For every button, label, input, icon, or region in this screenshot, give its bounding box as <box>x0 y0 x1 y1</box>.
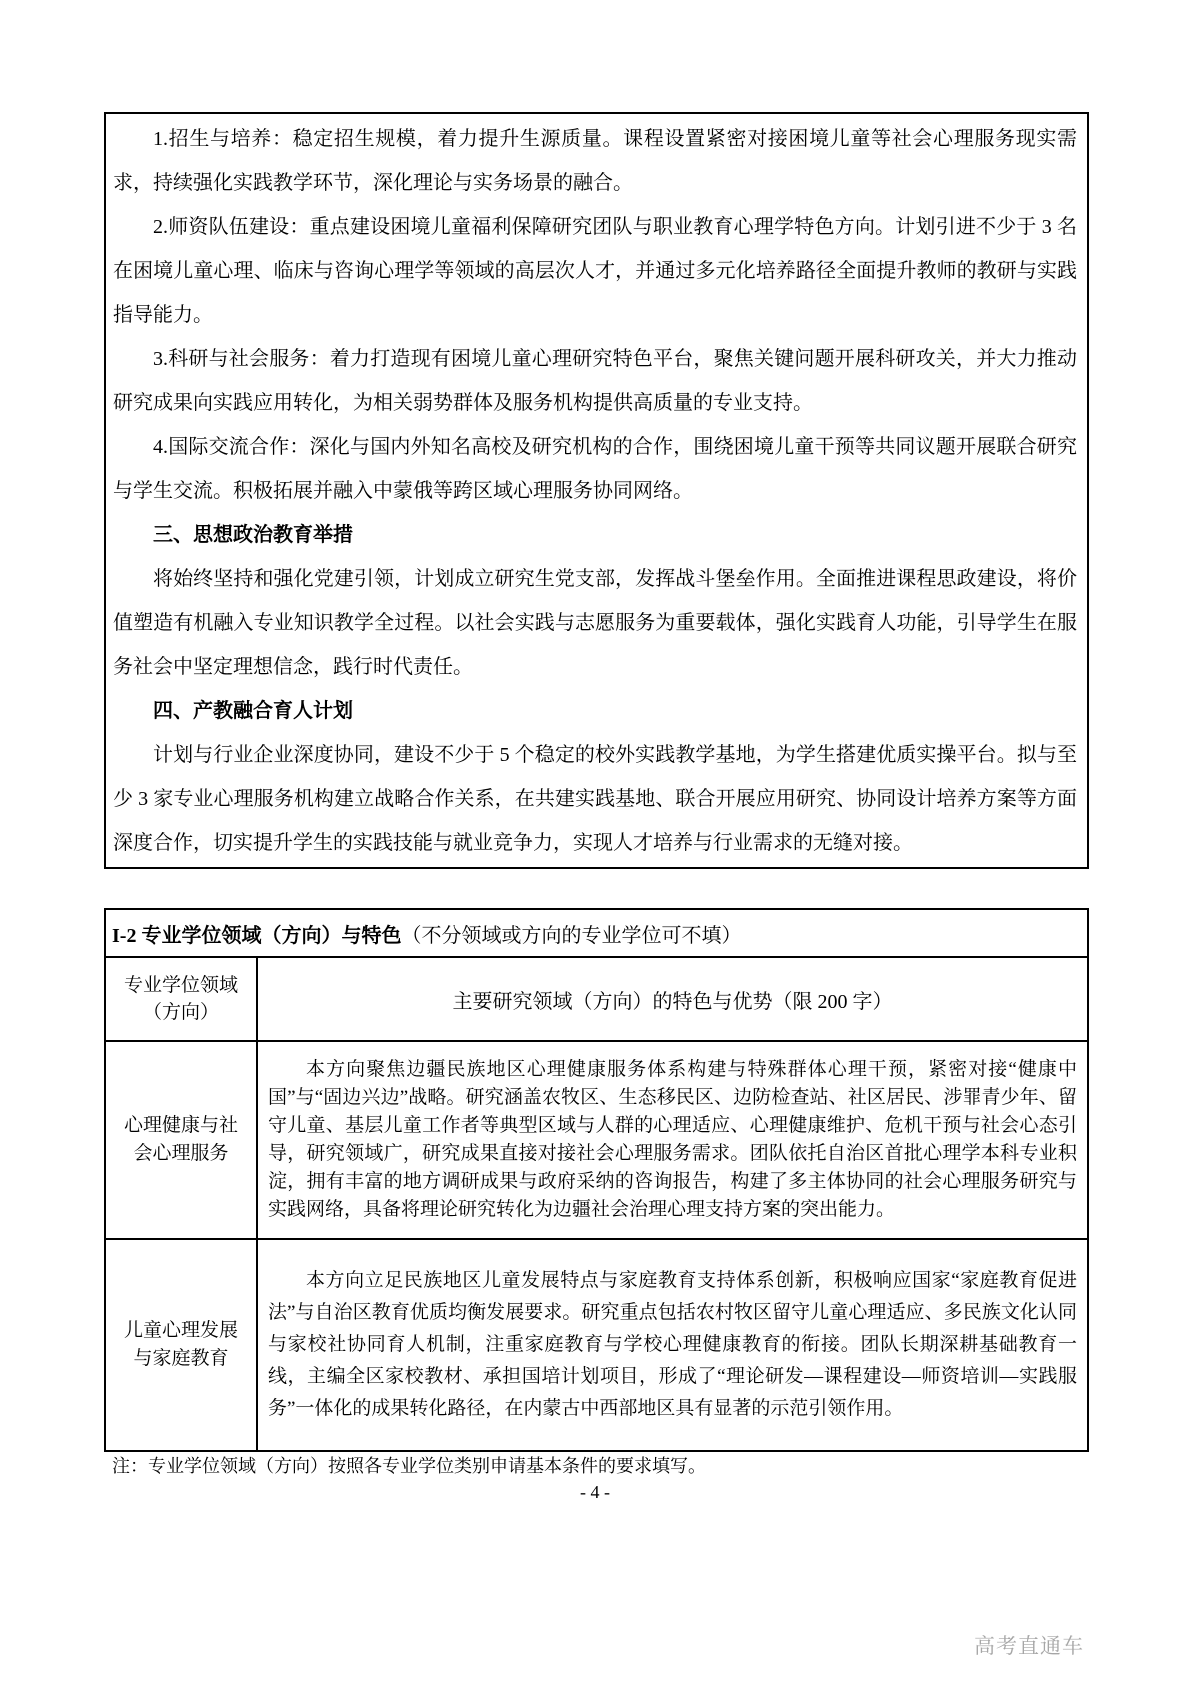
table-title-hint: （不分领域或方向的专业学位可不填） <box>401 924 742 947</box>
heading-industry-education-plan: 四、产教融合育人计划 <box>153 700 353 722</box>
field-detail-mental-health: 本方向聚焦边疆民族地区心理健康服务体系构建与特殊群体心理干预，紧密对接“健康中国”与“固边兴边”战略。研究涵盖农牧区、生态移民区、边防检查站、社区居民、涉罪青少年、留守儿童、基层儿童工作者等典型区域与人群的心理适应、心理健康维护、危机干预与社会心态引导，研究领域广，研究成果直接对接社会心理服务需求。团队依托自治区首批心理学本科专业积淀，拥有丰富的地方调研成果与政府采纳的咨询报告，构建了多主体协同的社会心理服务研究与实践网络，具备将理论研究转化为边疆社会治理心理支持方案的突出能力。 <box>268 1059 1077 1220</box>
table-note: 注：专业学位领域（方向）按照各专业学位类别申请基本条件的要求填写。 <box>112 1456 706 1476</box>
development-measures-section <box>104 112 1089 869</box>
paragraph-ideological-education: 将始终坚持和强化党建引领，计划成立研究生党支部，发挥战斗堡垒作用。全面推进课程思政建设，将价值塑造有机融入专业知识教学全过程。以社会实践与志愿服务为重要载体，强化实践育人功能，引导学生在服务社会中坚定理想信念，践行时代责任。 <box>113 568 1077 678</box>
paragraph-industry-education-plan: 计划与行业企业深度协同，建设不少于 5 个稳定的校外实践教学基地，为学生搭建优质实操平台。拟与至少 3 家专业心理服务机构建立战略合作关系，在共建实践基地、联合开展应用研究、协同设计培养方案等方面深度合作，切实提升学生的实践技能与就业竞争力，实现人才培养与行业需求的无缝对接。 <box>113 744 1077 854</box>
table-title-main: I-2 专业学位领域（方向）与特色 <box>112 924 402 947</box>
table-row-child-development <box>105 1239 1088 1451</box>
header-degree-field: 专业学位领域（方向） <box>105 957 257 1041</box>
paragraph-international-exchange: 4.国际交流合作：深化与国内外知名高校及研究机构的合作，围绕困境儿童干预等共同议题开展联合研究与学生交流。积极拓展并融入中蒙俄等跨区域心理服务协同网络。 <box>113 436 1077 502</box>
field-name-mental-health: 心理健康与社会心理服务 <box>105 1041 257 1239</box>
field-detail-child-development: 本方向立足民族地区儿童发展特点与家庭教育支持体系创新，积极响应国家“家庭教育促进法”与自治区教育优质均衡发展要求。研究重点包括农村牧区留守儿童心理适应、多民族文化认同与家校社协同育人机制，注重家庭教育与学校心理健康教育的衔接。团队长期深耕基础教育一线，主编全区家校教材、承担国培计划项目，形成了“理论研发—课程建设—师资培训—实践服务”一体化的成果转化路径，在内蒙古中西部地区具有显著的示范引领作用。 <box>268 1270 1077 1419</box>
watermark-text: 高考直通车 <box>974 1635 1084 1658</box>
paragraph-faculty-building: 2.师资队伍建设：重点建设困境儿童福利保障研究团队与职业教育心理学特色方向。计划引进不少于 3 名在困境儿童心理、临床与咨询心理学等领域的高层次人才，并通过多元化培养路径全面提升教师的教研与实践指导能力。 <box>113 216 1077 326</box>
table-header-row <box>105 957 1088 1041</box>
table-title-row <box>105 909 1088 957</box>
table-row-mental-health <box>105 1041 1088 1239</box>
header-field-features: 主要研究领域（方向）的特色与优势（限 200 字） <box>257 957 1088 1041</box>
field-detail-cell <box>257 1041 1088 1239</box>
page-number: - 4 - <box>580 1482 610 1502</box>
i2-degree-field-table <box>104 908 1089 1452</box>
table-title-cell <box>105 909 1088 957</box>
field-name-child-development: 儿童心理发展与家庭教育 <box>105 1239 257 1451</box>
paragraph-research-service: 3.科研与社会服务：着力打造现有困境儿童心理研究特色平台，聚焦关键问题开展科研攻关，并大力推动研究成果向实践应用转化，为相关弱势群体及服务机构提供高质量的专业支持。 <box>113 348 1077 414</box>
field-detail-cell <box>257 1239 1088 1451</box>
heading-ideological-education: 三、思想政治教育举措 <box>153 524 353 546</box>
paragraph-enrollment-training: 1.招生与培养：稳定招生规模，着力提升生源质量。课程设置紧密对接困境儿童等社会心理服务现实需求，持续强化实践教学环节，深化理论与实务场景的融合。 <box>113 128 1077 194</box>
